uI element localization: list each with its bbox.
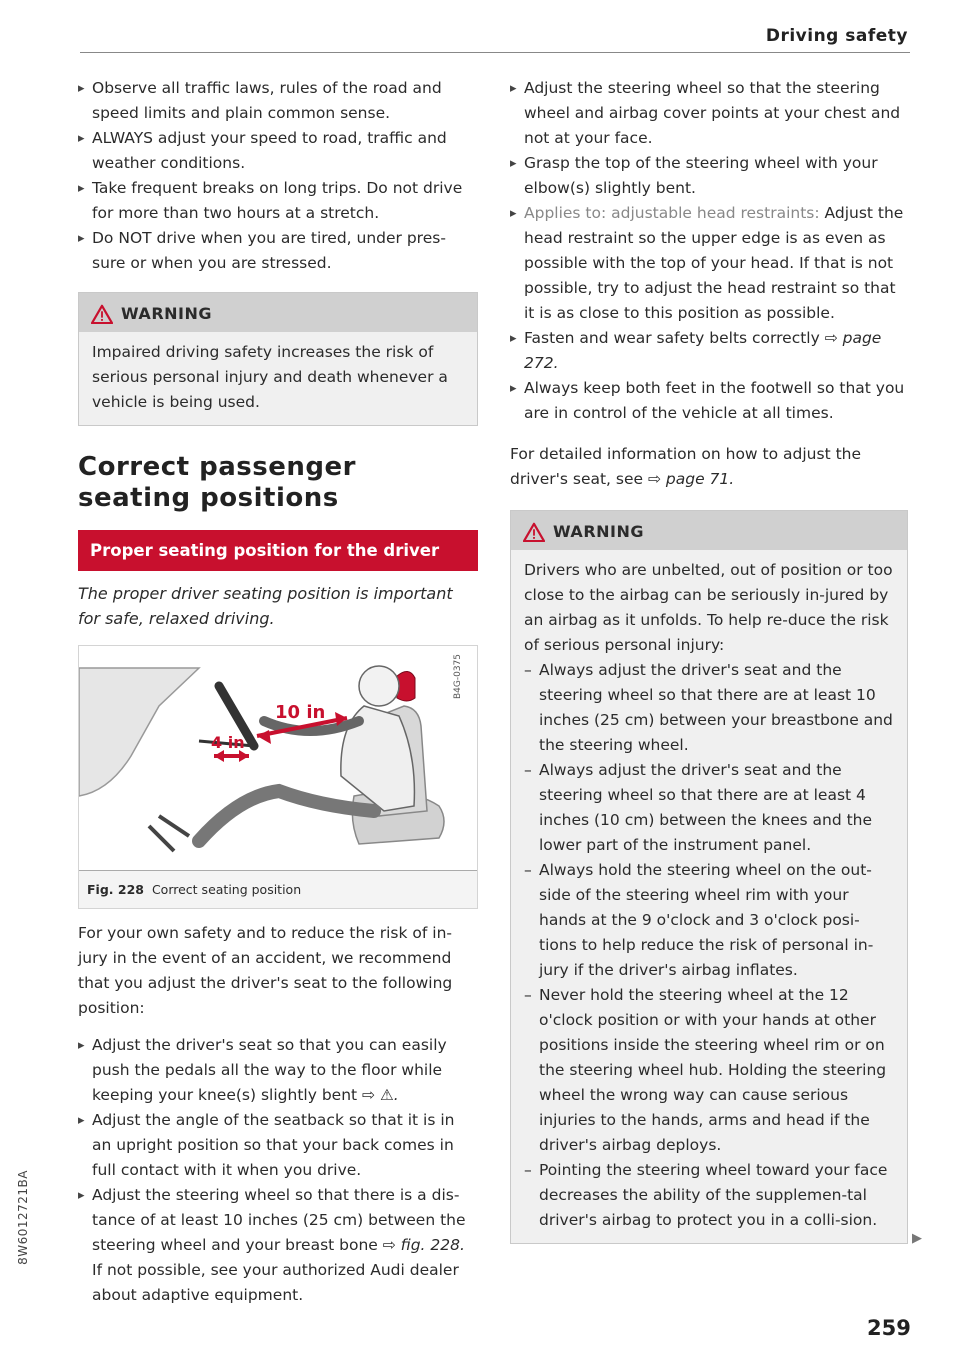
intro-text: The proper driver seating position is important for safe, relaxed driving. [78,584,453,628]
list-item: ▸ Take frequent breaks on long trips. Do not drive for more than two hours at a stretch. [78,176,478,226]
cross-reference-link[interactable]: ⇨ fig. 228. [382,1236,465,1254]
list-item: – Always adjust the driver's seat and the steering wheel so that there are at least 10 inches (25 cm) between your breastbone and the steering wheel. [524,658,894,758]
left-column [78,76,478,1308]
list-item: – Always adjust the driver's seat and the steering wheel so that there are at least 4 inches (10 cm) between the knees and the lower part of the instrument panel. [524,758,894,858]
list-item: ▸ Observe all traffic laws, rules of the road and speed limits and plain common sense. [78,76,478,126]
figure-caption-text: Correct seating position [151,882,302,897]
paragraph-text: For detailed information on how to adjust the driver's seat, see [510,445,862,488]
list-item [78,1183,478,1308]
warning-title: WARNING [121,304,212,323]
label-10in: 10 in [275,702,326,723]
figure-caption [79,871,477,908]
applies-to-label: Applies to: adjustable head restraints: [524,204,820,222]
cross-reference-link[interactable]: ⇨ ⚠. [362,1086,399,1104]
cross-reference-link[interactable]: ⇨ page 71. [647,470,735,488]
continue-arrow-icon: ▶ [912,1231,922,1246]
page-number: 259 [867,1316,911,1340]
warning-text: Impaired driving safety increases the risk of serious personal injury and death whenever a vehicle is being used. [92,343,448,411]
figure-number: Fig. 228 [87,882,144,897]
bullet-list [78,1033,478,1308]
bullet-list [78,76,478,276]
paragraph: For your own safety and to reduce the risk of in-jury in the event of an accident, we recommend that you adjust the driver's seat to the following position: [78,924,453,1017]
list-item: ▸ Adjust the steering wheel so that the steering wheel and airbag cover points at your chest and not at your face. [510,76,908,151]
warning-box [510,510,908,1244]
list-item-text: Adjust the angle of the seatback so that it is in an upright position so that your back comes in full contact with it when you drive. [92,1111,455,1179]
document-code: 8W6012721BA [16,1170,30,1265]
list-item: – Always hold the steering wheel on the out-side of the steering wheel rim with your hands at the 9 o'clock and 3 o'clock posi-tions to help reduce the risk of personal in-jury if the driver's airbag inflates. [524,858,894,983]
list-item-text: Adjust the head restraint so the upper edge is as even as possible with the top of your head. If that is not possible, try to adjust the head restraint so that it is as close to this position as possible. [524,204,904,322]
list-item-text: Fasten and wear safety belts correctly [524,329,825,347]
list-item [510,201,908,326]
list-item: ▸ Grasp the top of the steering wheel with your elbow(s) slightly bent. [510,151,908,201]
figure-illustration [79,646,477,871]
list-item: ▸ Always keep both feet in the footwell so that you are in control of the vehicle at all times. [510,376,908,426]
list-item: – Never hold the steering wheel at the 12 o'clock position or with your hands at other positions inside the steering wheel rim or on the steering wheel hub. Holding the steering wheel the wrong way can cause serious injuries to the hands, arms and head if the driver's airbag deploys. [524,983,894,1158]
warning-body [511,550,907,1243]
warning-triangle-icon [91,304,113,324]
list-item [78,1108,478,1183]
subsection-bar: Proper seating position for the driver [78,530,478,571]
warning-header [79,293,477,332]
warning-triangle-icon [523,522,545,542]
right-column [510,76,908,1244]
section-title: Correct passenger seating positions [78,452,356,513]
paragraph [510,442,908,492]
list-item-text: Adjust the driver's seat so that you can easily push the pedals all the way to the floor while keeping your knee(s) slightly bent [92,1036,447,1104]
running-header: Driving safety [765,26,908,46]
list-item-text: If not possible, see your authorized Audi dealer about adaptive equipment. [92,1261,459,1304]
list-item [78,1033,478,1108]
warning-box [78,292,478,426]
label-4in: 4 in [211,733,245,752]
warning-intro: Drivers who are unbelted, out of position or too close to the airbag can be seriously in-jured by an airbag as it unfolds. To help re-duce the risk of serious personal injury: [524,561,893,654]
warning-header [511,511,907,550]
list-item: – Pointing the steering wheel toward your face decreases the ability of the supplemen-tal driver's airbag to protect you in a colli-sion. [524,1158,894,1233]
warning-title: WARNING [553,522,644,541]
figure [78,645,478,909]
header-rule [80,52,910,53]
list-item [510,326,908,376]
figure-code: B4G-0375 [453,654,463,700]
list-item: ▸ Do NOT drive when you are tired, under pres-sure or when you are stressed. [78,226,478,276]
bullet-list [510,76,908,426]
seating-diagram [79,646,463,870]
warning-list [524,658,894,1233]
list-item: ▸ ALWAYS adjust your speed to road, traffic and weather conditions. [78,126,478,176]
cross-reference-link[interactable]: ⇨ page 272. [524,329,882,372]
list-item-text: Adjust the steering wheel so that there is a dis-tance of at least 10 inches (25 cm) between the steering wheel and your breast bone [92,1186,466,1254]
